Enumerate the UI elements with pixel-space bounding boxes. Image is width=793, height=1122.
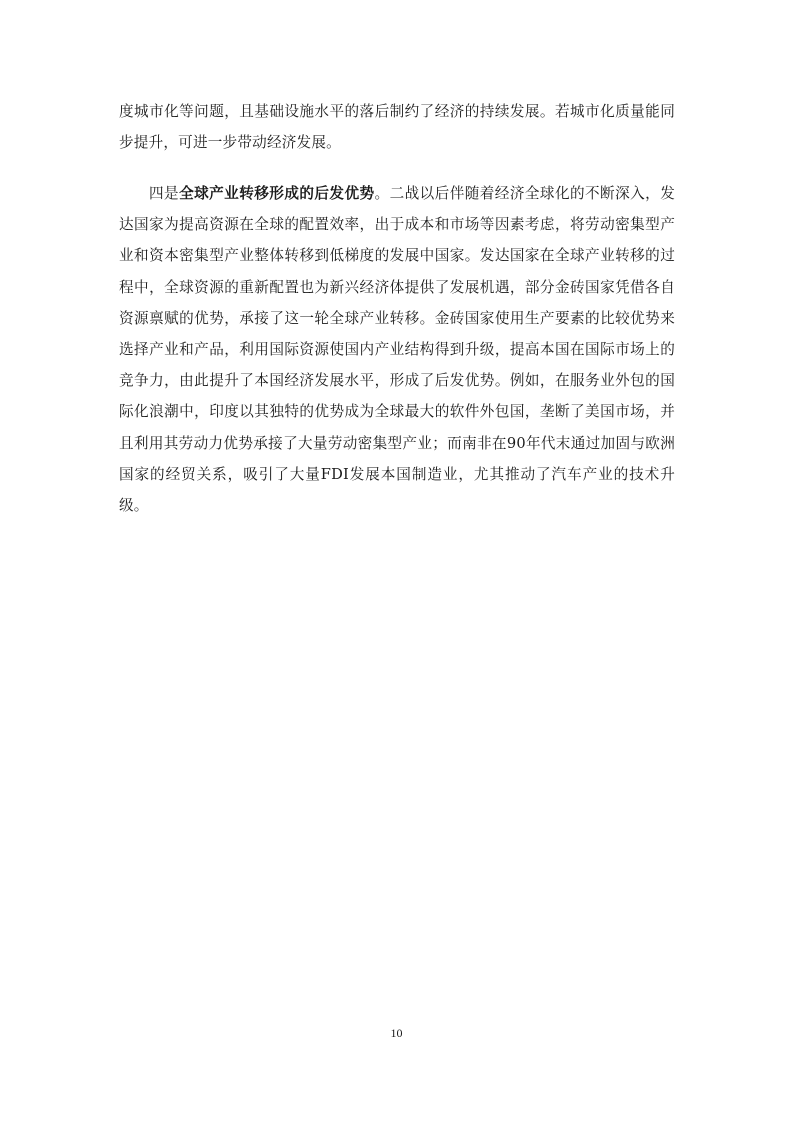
page-number: 10 bbox=[390, 1026, 403, 1040]
paragraph-heading: 全球产业转移形成的后发优势 bbox=[179, 185, 375, 202]
paragraph-continuation: 度城市化等问题，且基础设施水平的落后制约了经济的持续发展。若城市化质量能同步提升，可进一步带动经济发展。 bbox=[119, 103, 675, 152]
paragraph-lead: 四是 bbox=[149, 185, 180, 202]
paragraph-body: 。二战以后伴随着经济全球化的不断深入，发达国家为提高资源在全球的配置效率，出于成本和市场等因素考虑，将劳动密集型产业和资本密集型产业整体转移到低梯度的发展中国家。发达国家在全球产业转移的过程中，全球资源的重新配置也为新兴经济体提供了发展机遇，部分金砖国家凭借各自资源禀赋的优势，承接了这一轮全球产业转移。金砖国家使用生产要素的比较优势来选择产业和产品，利用国际资源使国内产业结构得到升级，提高本国在国际市场上的竞争力，由此提升了本国经济发展水平，形成了后发优势。例如，在服务业外包的国际化浪潮中，印度以其独特的优势成为全球最大的软件外包国，垄断了美国市场，并且利用其劳动力优势承接了大量劳动密集型产业；而南非在90年代末通过加固与欧洲国家的经贸关系，吸引了大量FDI发展本国制造业，尤其推动了汽车产业的技术升级。 bbox=[119, 185, 675, 515]
paragraph-later-mover-advantage bbox=[119, 178, 675, 521]
